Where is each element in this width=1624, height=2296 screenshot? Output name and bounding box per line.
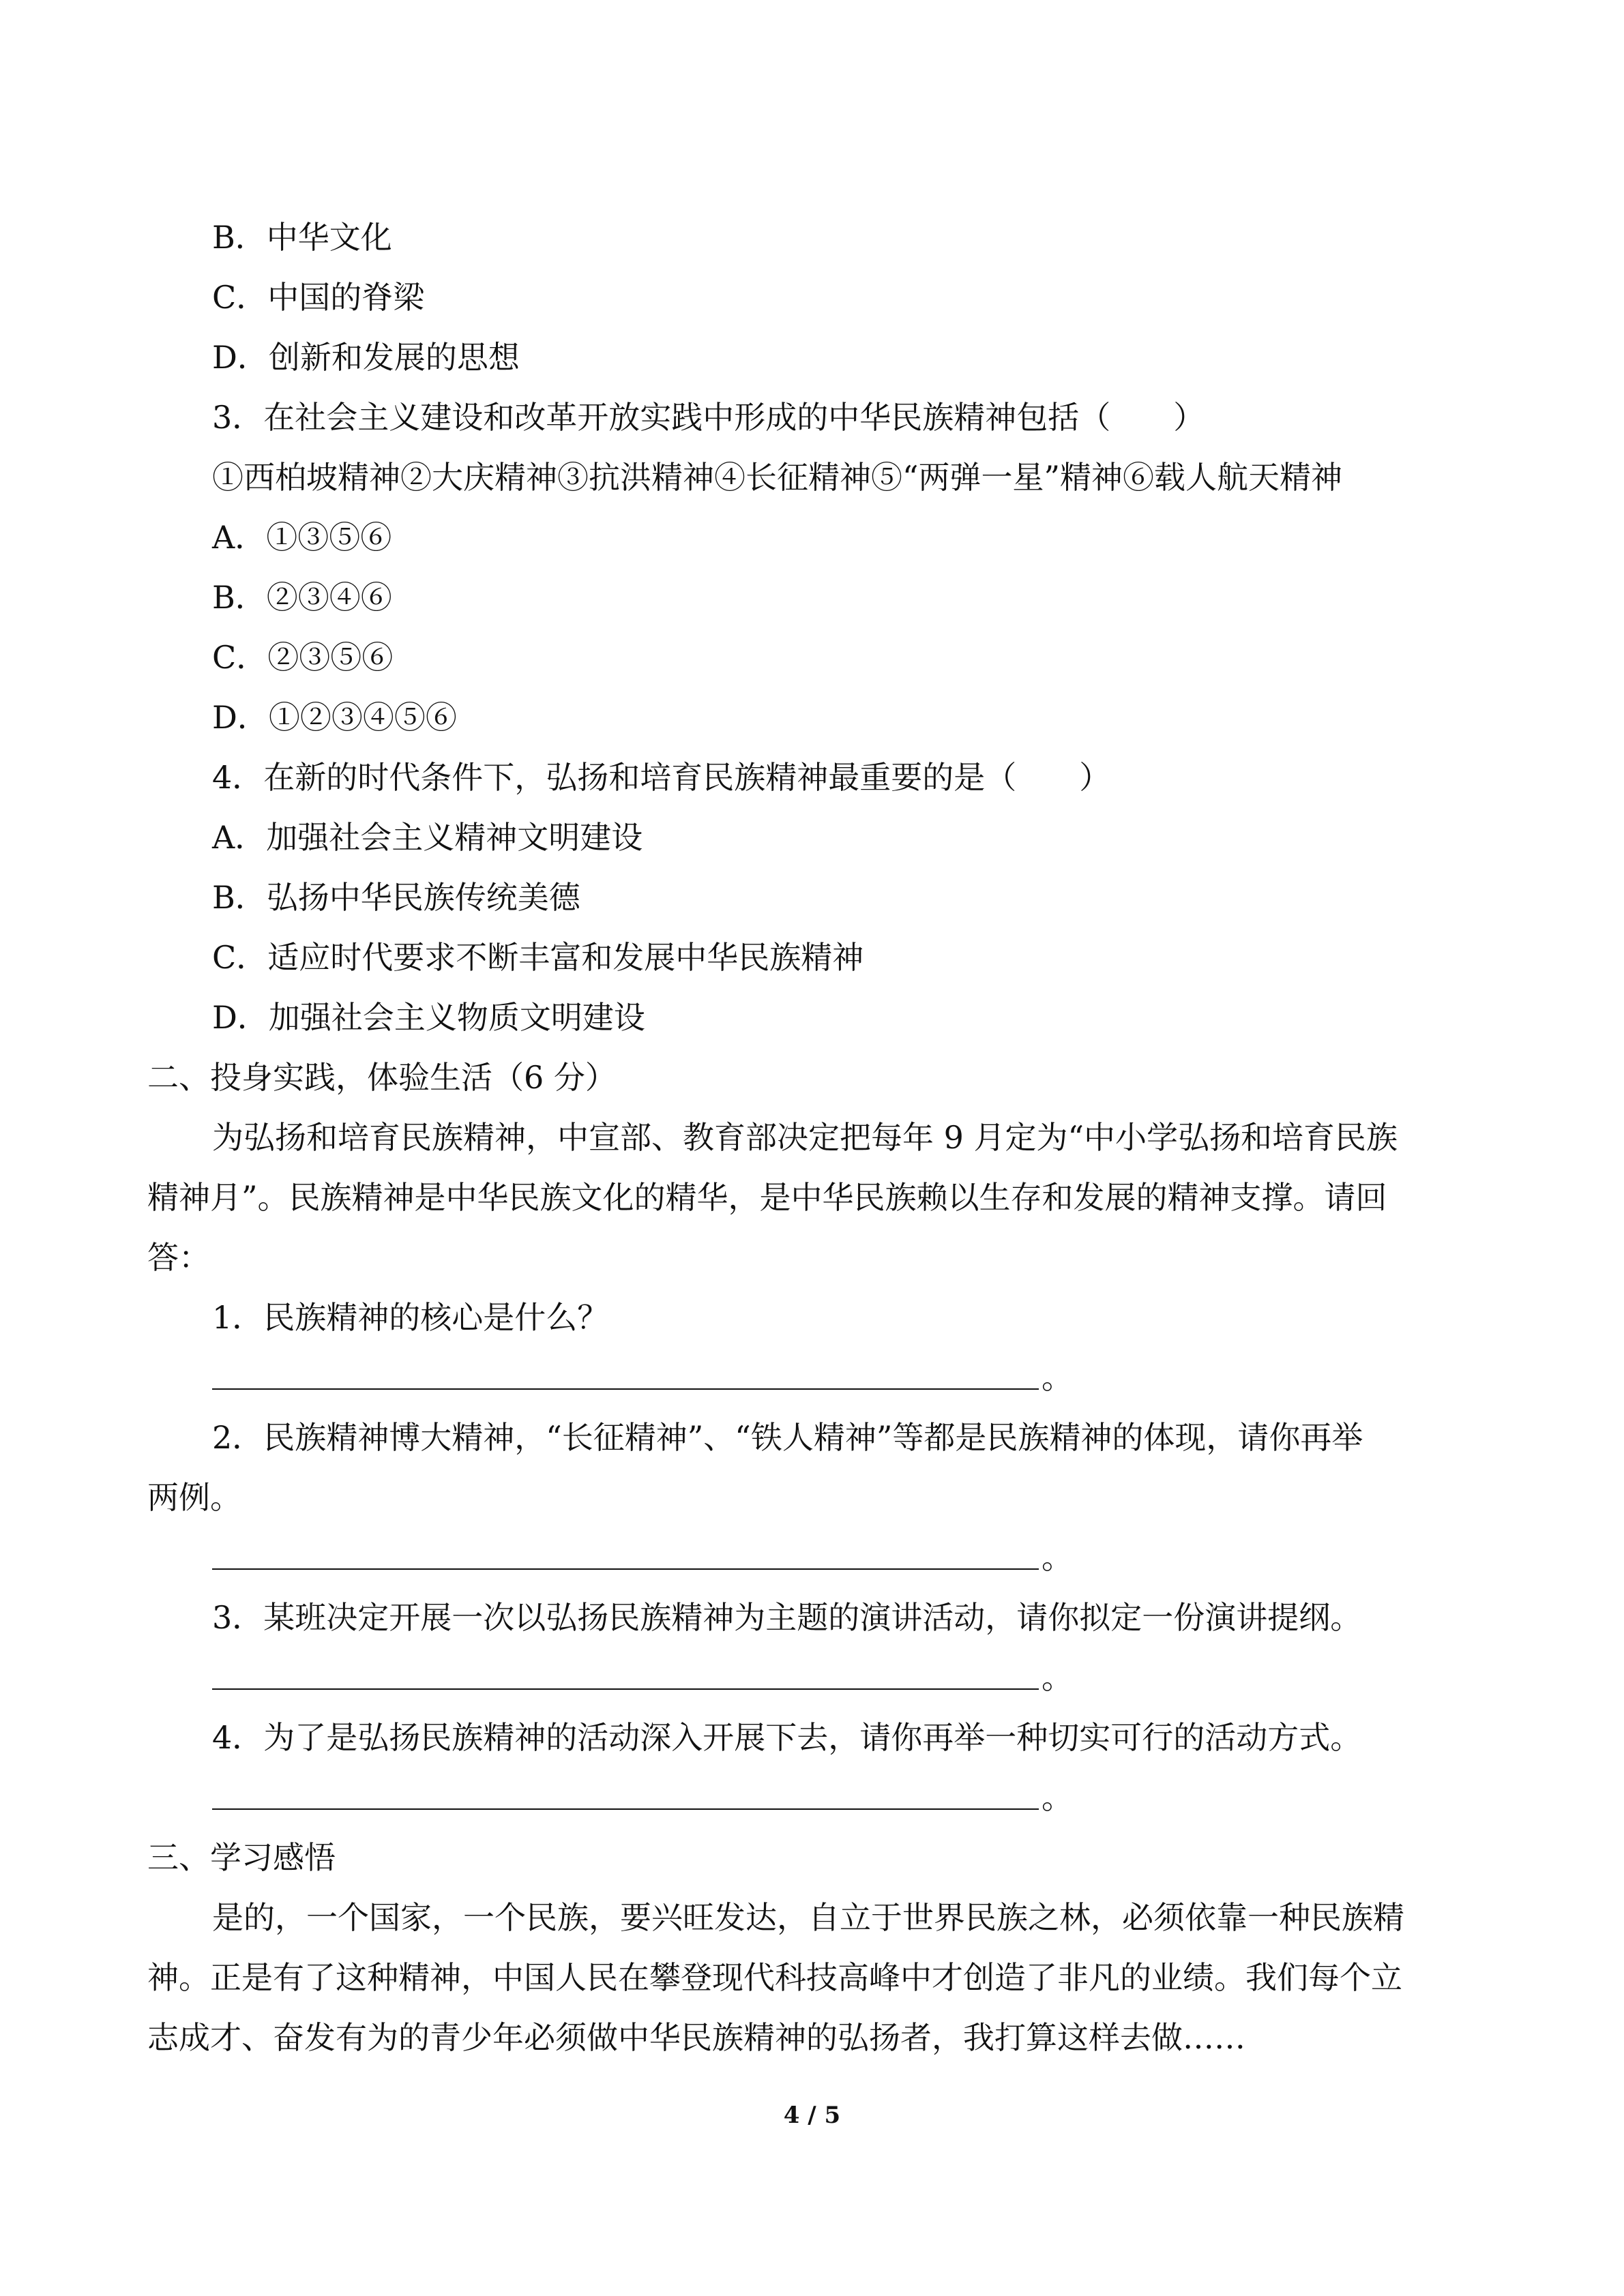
q4-option-a: A．加强社会主义精神文明建设 <box>212 819 643 856</box>
section2-question-1: 1．民族精神的核心是什么？ <box>212 1299 609 1336</box>
blank-period: 。 <box>1042 1359 1073 1396</box>
section2-heading: 二、投身实践，体验生活（6 分） <box>147 1059 617 1096</box>
answer-blank-1[interactable] <box>212 1357 1099 1398</box>
blank-period: 。 <box>1042 1539 1073 1576</box>
section2-question-4: 4．为了是弘扬民族精神的活动深入开展下去，请你再举一种切实可行的活动方式。 <box>212 1719 1362 1756</box>
answer-blank-2[interactable] <box>212 1537 1099 1578</box>
q4-option-b: B．弘扬中华民族传统美德 <box>212 879 580 916</box>
q2-option-c: C．中国的脊梁 <box>212 279 425 316</box>
q4-option-d: D．加强社会主义物质文明建设 <box>212 999 645 1036</box>
blank-period: 。 <box>1042 1779 1073 1816</box>
section2-intro-line2: 精神月”。民族精神是中华民族文化的精华，是中华民族赖以生存和发展的精神支撑。请回 <box>147 1179 1387 1216</box>
q3-stem: 3．在社会主义建设和改革开放实践中形成的中华民族精神包括（ ） <box>212 399 1205 436</box>
q4-stem: 4．在新的时代条件下，弘扬和培育民族精神最重要的是（ ） <box>212 759 1111 796</box>
answer-line <box>212 1808 1039 1810</box>
answer-line <box>212 1568 1039 1570</box>
section2-intro-line3: 答： <box>147 1239 210 1276</box>
q2-option-b: B．中华文化 <box>212 219 392 256</box>
q4-option-c: C．适应时代要求不断丰富和发展中华民族精神 <box>212 939 864 976</box>
section3-heading: 三、学习感悟 <box>147 1839 336 1876</box>
q2-option-d: D．创新和发展的思想 <box>212 339 520 376</box>
answer-line <box>212 1688 1039 1690</box>
q3-option-d: D．①②③④⑤⑥ <box>212 699 457 736</box>
section2-question-3: 3．某班决定开展一次以弘扬民族精神为主题的演讲活动，请你拟定一份演讲提纲。 <box>212 1599 1362 1636</box>
q3-option-c: C．②③⑤⑥ <box>212 639 394 676</box>
section3-line3: 志成才、奋发有为的青少年必须做中华民族精神的弘扬者，我打算这样去做…… <box>147 2019 1245 2056</box>
page-number: 4 / 5 <box>783 2102 841 2129</box>
answer-blank-4[interactable] <box>212 1777 1099 1818</box>
section2-intro-line1: 为弘扬和培育民族精神，中宣部、教育部决定把每年 9 月定为“中小学弘扬和培育民族 <box>212 1119 1398 1156</box>
answer-blank-3[interactable] <box>212 1657 1099 1698</box>
q3-option-b: B．②③④⑥ <box>212 579 392 616</box>
section3-line2: 神。正是有了这种精神，中国人民在攀登现代科技高峰中才创造了非凡的业绩。我们每个立 <box>147 1959 1402 1996</box>
answer-line <box>212 1388 1039 1390</box>
blank-period: 。 <box>1042 1659 1073 1696</box>
q3-option-a: A．①③⑤⑥ <box>212 519 392 556</box>
section2-question-2-line1: 2．民族精神博大精神，“长征精神”、“铁人精神”等都是民族精神的体现，请你再举 <box>212 1419 1363 1456</box>
q3-items: ①西柏坡精神②大庆精神③抗洪精神④长征精神⑤“两弹一星”精神⑥载人航天精神 <box>212 459 1343 496</box>
section2-question-2-line2: 两例。 <box>147 1479 241 1516</box>
section3-line1: 是的，一个国家，一个民族，要兴旺发达，自立于世界民族之林，必须依靠一种民族精 <box>212 1899 1404 1936</box>
